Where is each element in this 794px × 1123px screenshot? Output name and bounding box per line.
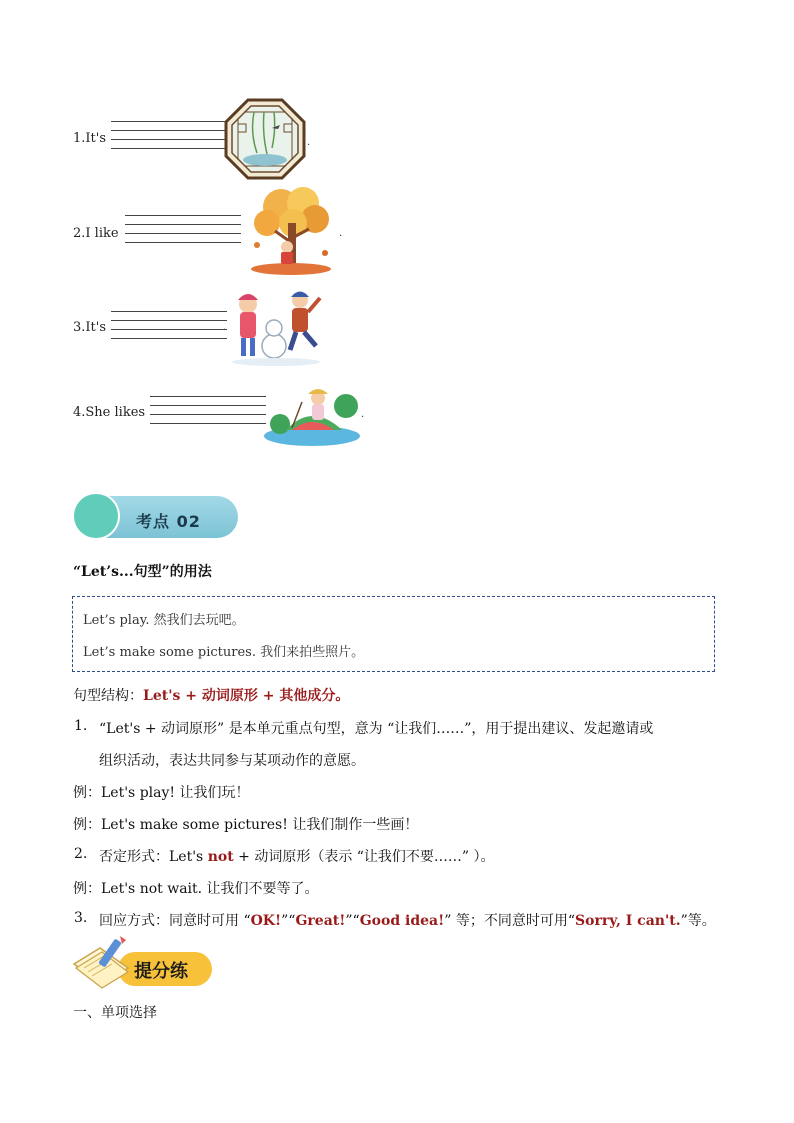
point-3-good-idea: Good idea!	[359, 913, 445, 929]
point-3-text-d: ” 等；不同意时可用“	[444, 913, 576, 929]
question-4-label: 4.She likes	[73, 405, 146, 420]
question-3-period: .	[223, 322, 227, 333]
example-line-2: Let’s make some pictures. 我们来拍些照片。	[83, 645, 365, 660]
point-3-sorry: Sorry, I can't.	[575, 913, 681, 929]
kaodian-badge-circle	[74, 494, 118, 538]
point-2-number: 2.	[74, 846, 88, 862]
structure-line	[73, 685, 349, 705]
question-3-label: 3.It's	[73, 320, 107, 335]
point-2-text-b: + 动词原形（表示 “让我们不要……” ）。	[233, 849, 495, 865]
snowman-kids-image	[228, 288, 324, 368]
structure-prefix: 句型结构：	[73, 688, 143, 704]
window-scenery-image	[224, 98, 306, 180]
example-3: 例：Let's not wait. 让我们不要等了。	[73, 881, 319, 897]
notebook-pencil-icon	[70, 934, 134, 990]
answer-lines-2[interactable]	[125, 215, 241, 251]
point-3-text-e: ”等。	[680, 913, 716, 929]
question-2-label: 2.I like	[73, 226, 119, 241]
point-1-line-1: “Let's + 动词原形” 是本单元重点句型，意为 “让我们……”，用于提出建议、发起邀请或	[99, 721, 654, 737]
autumn-tree-image	[245, 183, 337, 277]
answer-lines-1[interactable]	[111, 121, 227, 157]
point-2-not: not	[207, 849, 234, 865]
point-3-text-c: ”“	[345, 913, 360, 929]
point-2-line	[99, 846, 495, 866]
point-1-line-2: 组织活动，表达共同参与某项动作的意愿。	[99, 753, 365, 769]
kaodian-badge-label: 考点 02	[136, 512, 201, 531]
example-line-1: Let’s play. 然我们去玩吧。	[83, 613, 245, 628]
example-1: 例：Let's play! 让我们玩！	[73, 785, 250, 801]
question-1-period: .	[307, 137, 311, 148]
point-3-great: Great!	[295, 913, 346, 929]
section-single-choice-title: 一、单项选择	[73, 1005, 157, 1021]
point-3-line	[99, 910, 716, 930]
section-heading: “Let’s...句型”的用法	[73, 564, 212, 580]
point-2-text-a: 否定形式：Let's	[99, 849, 208, 865]
structure-formula: Let's + 动词原形 + 其他成分。	[143, 688, 350, 704]
practice-badge-label: 提分练	[134, 961, 188, 982]
question-2-period: .	[339, 228, 343, 239]
girl-on-lotus-image	[262, 380, 365, 448]
point-3-ok: OK!	[250, 913, 282, 929]
point-3-text-a: 回应方式：同意时可用 “	[99, 913, 251, 929]
example-2: 例：Let's make some pictures! 让我们制作一些画！	[73, 817, 419, 833]
question-1-label: 1.It's	[73, 131, 107, 146]
answer-lines-3[interactable]	[111, 311, 227, 347]
question-4-period: .	[361, 409, 365, 420]
point-3-number: 3.	[74, 910, 88, 926]
point-1-number: 1.	[74, 718, 88, 734]
answer-lines-4[interactable]	[150, 396, 266, 432]
point-3-text-b: ”“	[281, 913, 296, 929]
example-box	[72, 596, 715, 672]
